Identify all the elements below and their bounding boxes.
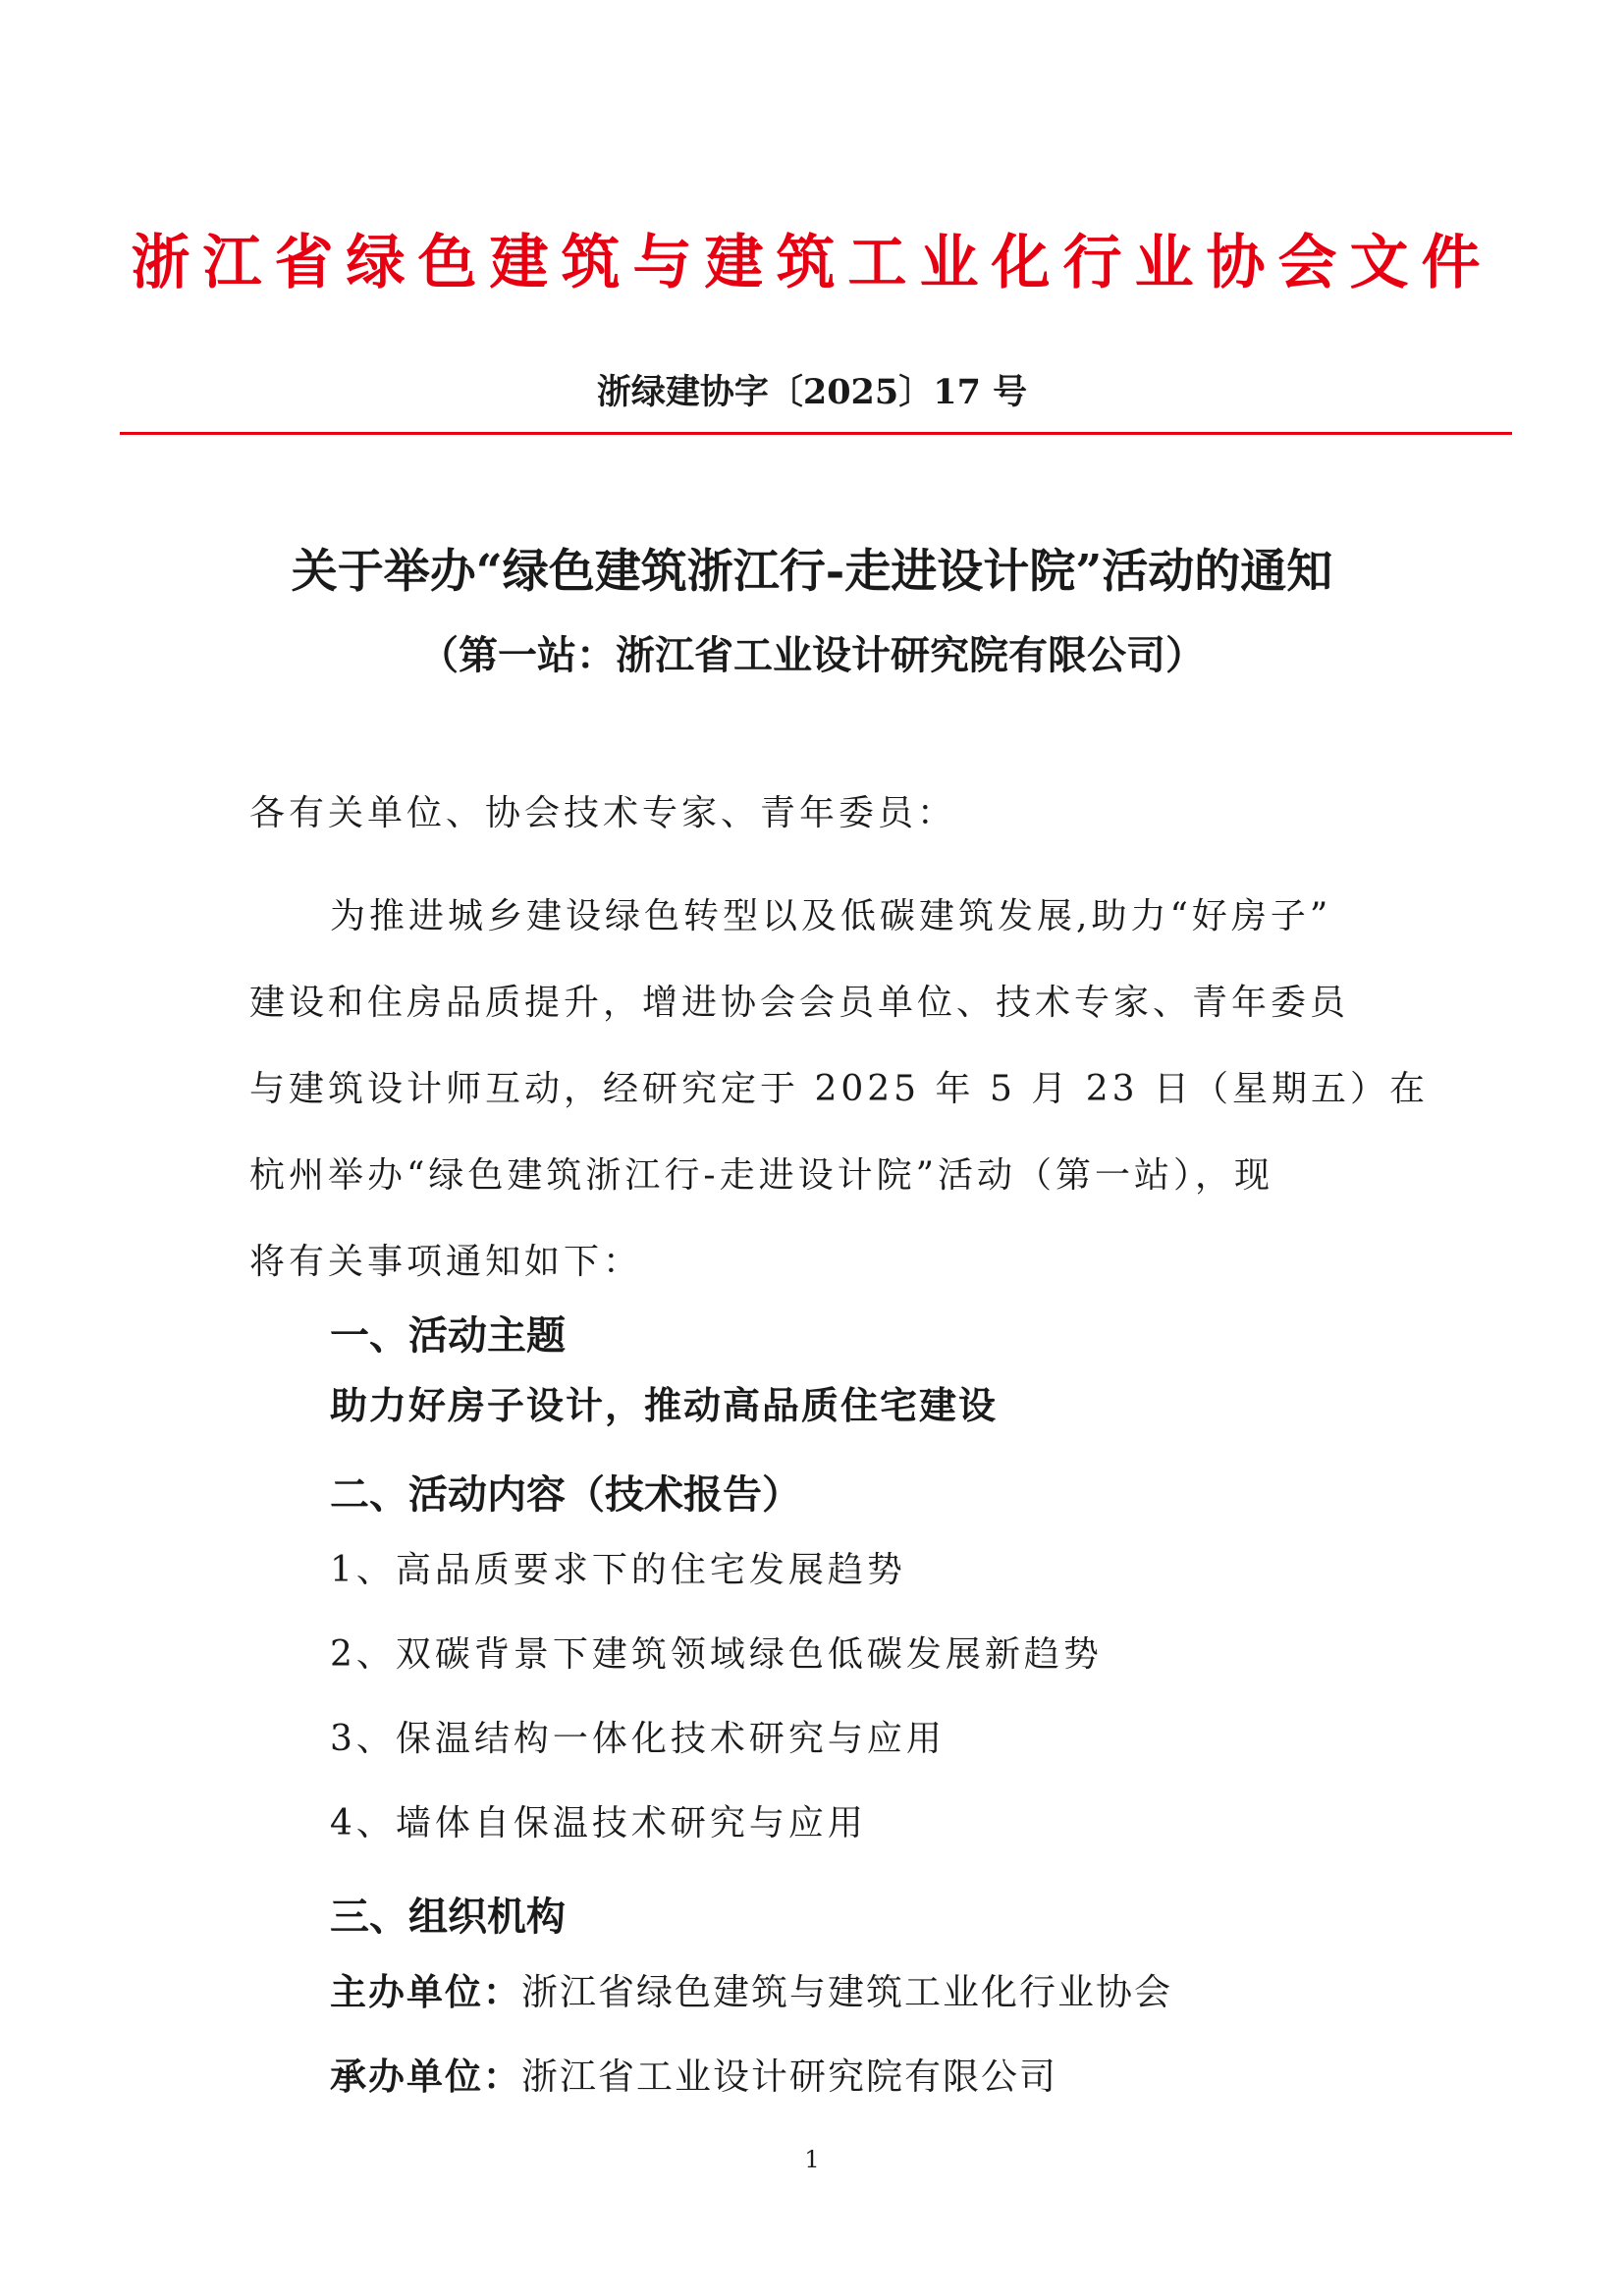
organizer-row xyxy=(330,2051,1057,2103)
host-label: 主办单位： xyxy=(330,1970,521,2013)
list-item: 1、高品质要求下的住宅发展趋势 xyxy=(330,1550,906,1590)
host-value: 浙江省绿色建筑与建筑工业化行业协会 xyxy=(521,1971,1172,2013)
section-heading-theme: 一、活动主题 xyxy=(330,1313,566,1359)
page-number: 1 xyxy=(804,2146,820,2173)
document-header-title: 浙江省绿色建筑与建筑工业化行业协会文件 xyxy=(131,229,1493,297)
list-item: 3、保温结构一体化技术研究与应用 xyxy=(330,1719,946,1759)
list-item: 2、双碳背景下建筑领域绿色低碳发展新趋势 xyxy=(330,1634,1103,1675)
section-heading-content: 二、活动内容（技术报告） xyxy=(330,1472,801,1518)
document-number: 浙绿建协字〔2025〕17 号 xyxy=(596,372,1028,412)
paragraph-line: 为推进城乡建设绿色转型以及低碳建筑发展,助力“好房子” xyxy=(330,896,1332,936)
paragraph-line: 建设和住房品质提升，增进协会会员单位、技术专家、青年委员 xyxy=(249,983,1350,1023)
organizer-label: 承办单位： xyxy=(330,2055,521,2098)
section-heading-organization: 三、组织机构 xyxy=(330,1895,566,1940)
salutation: 各有关单位、协会技术专家、青年委员： xyxy=(249,793,957,833)
intro-paragraph xyxy=(249,874,1429,1306)
theme-text: 助力好房子设计，推动高品质住宅建设 xyxy=(330,1383,999,1427)
list-item: 4、墙体自保温技术研究与应用 xyxy=(330,1803,867,1843)
header-divider xyxy=(120,432,1512,435)
paragraph-line: 将有关事项通知如下： xyxy=(249,1242,643,1282)
paragraph-line: 与建筑设计师互动，经研究定于 2025 年 5 月 23 日（星期五）在 xyxy=(249,1069,1429,1109)
paragraph-line: 杭州举办“绿色建筑浙江行-走进设计院”活动（第一站），现 xyxy=(249,1155,1273,1196)
host-row xyxy=(330,1966,1172,2018)
notice-title: 关于举办“绿色建筑浙江行-走进设计院”活动的通知 xyxy=(291,545,1333,599)
notice-subtitle: （第一站：浙江省工业设计研究院有限公司） xyxy=(419,632,1205,678)
organizer-value: 浙江省工业设计研究院有限公司 xyxy=(521,2056,1057,2098)
